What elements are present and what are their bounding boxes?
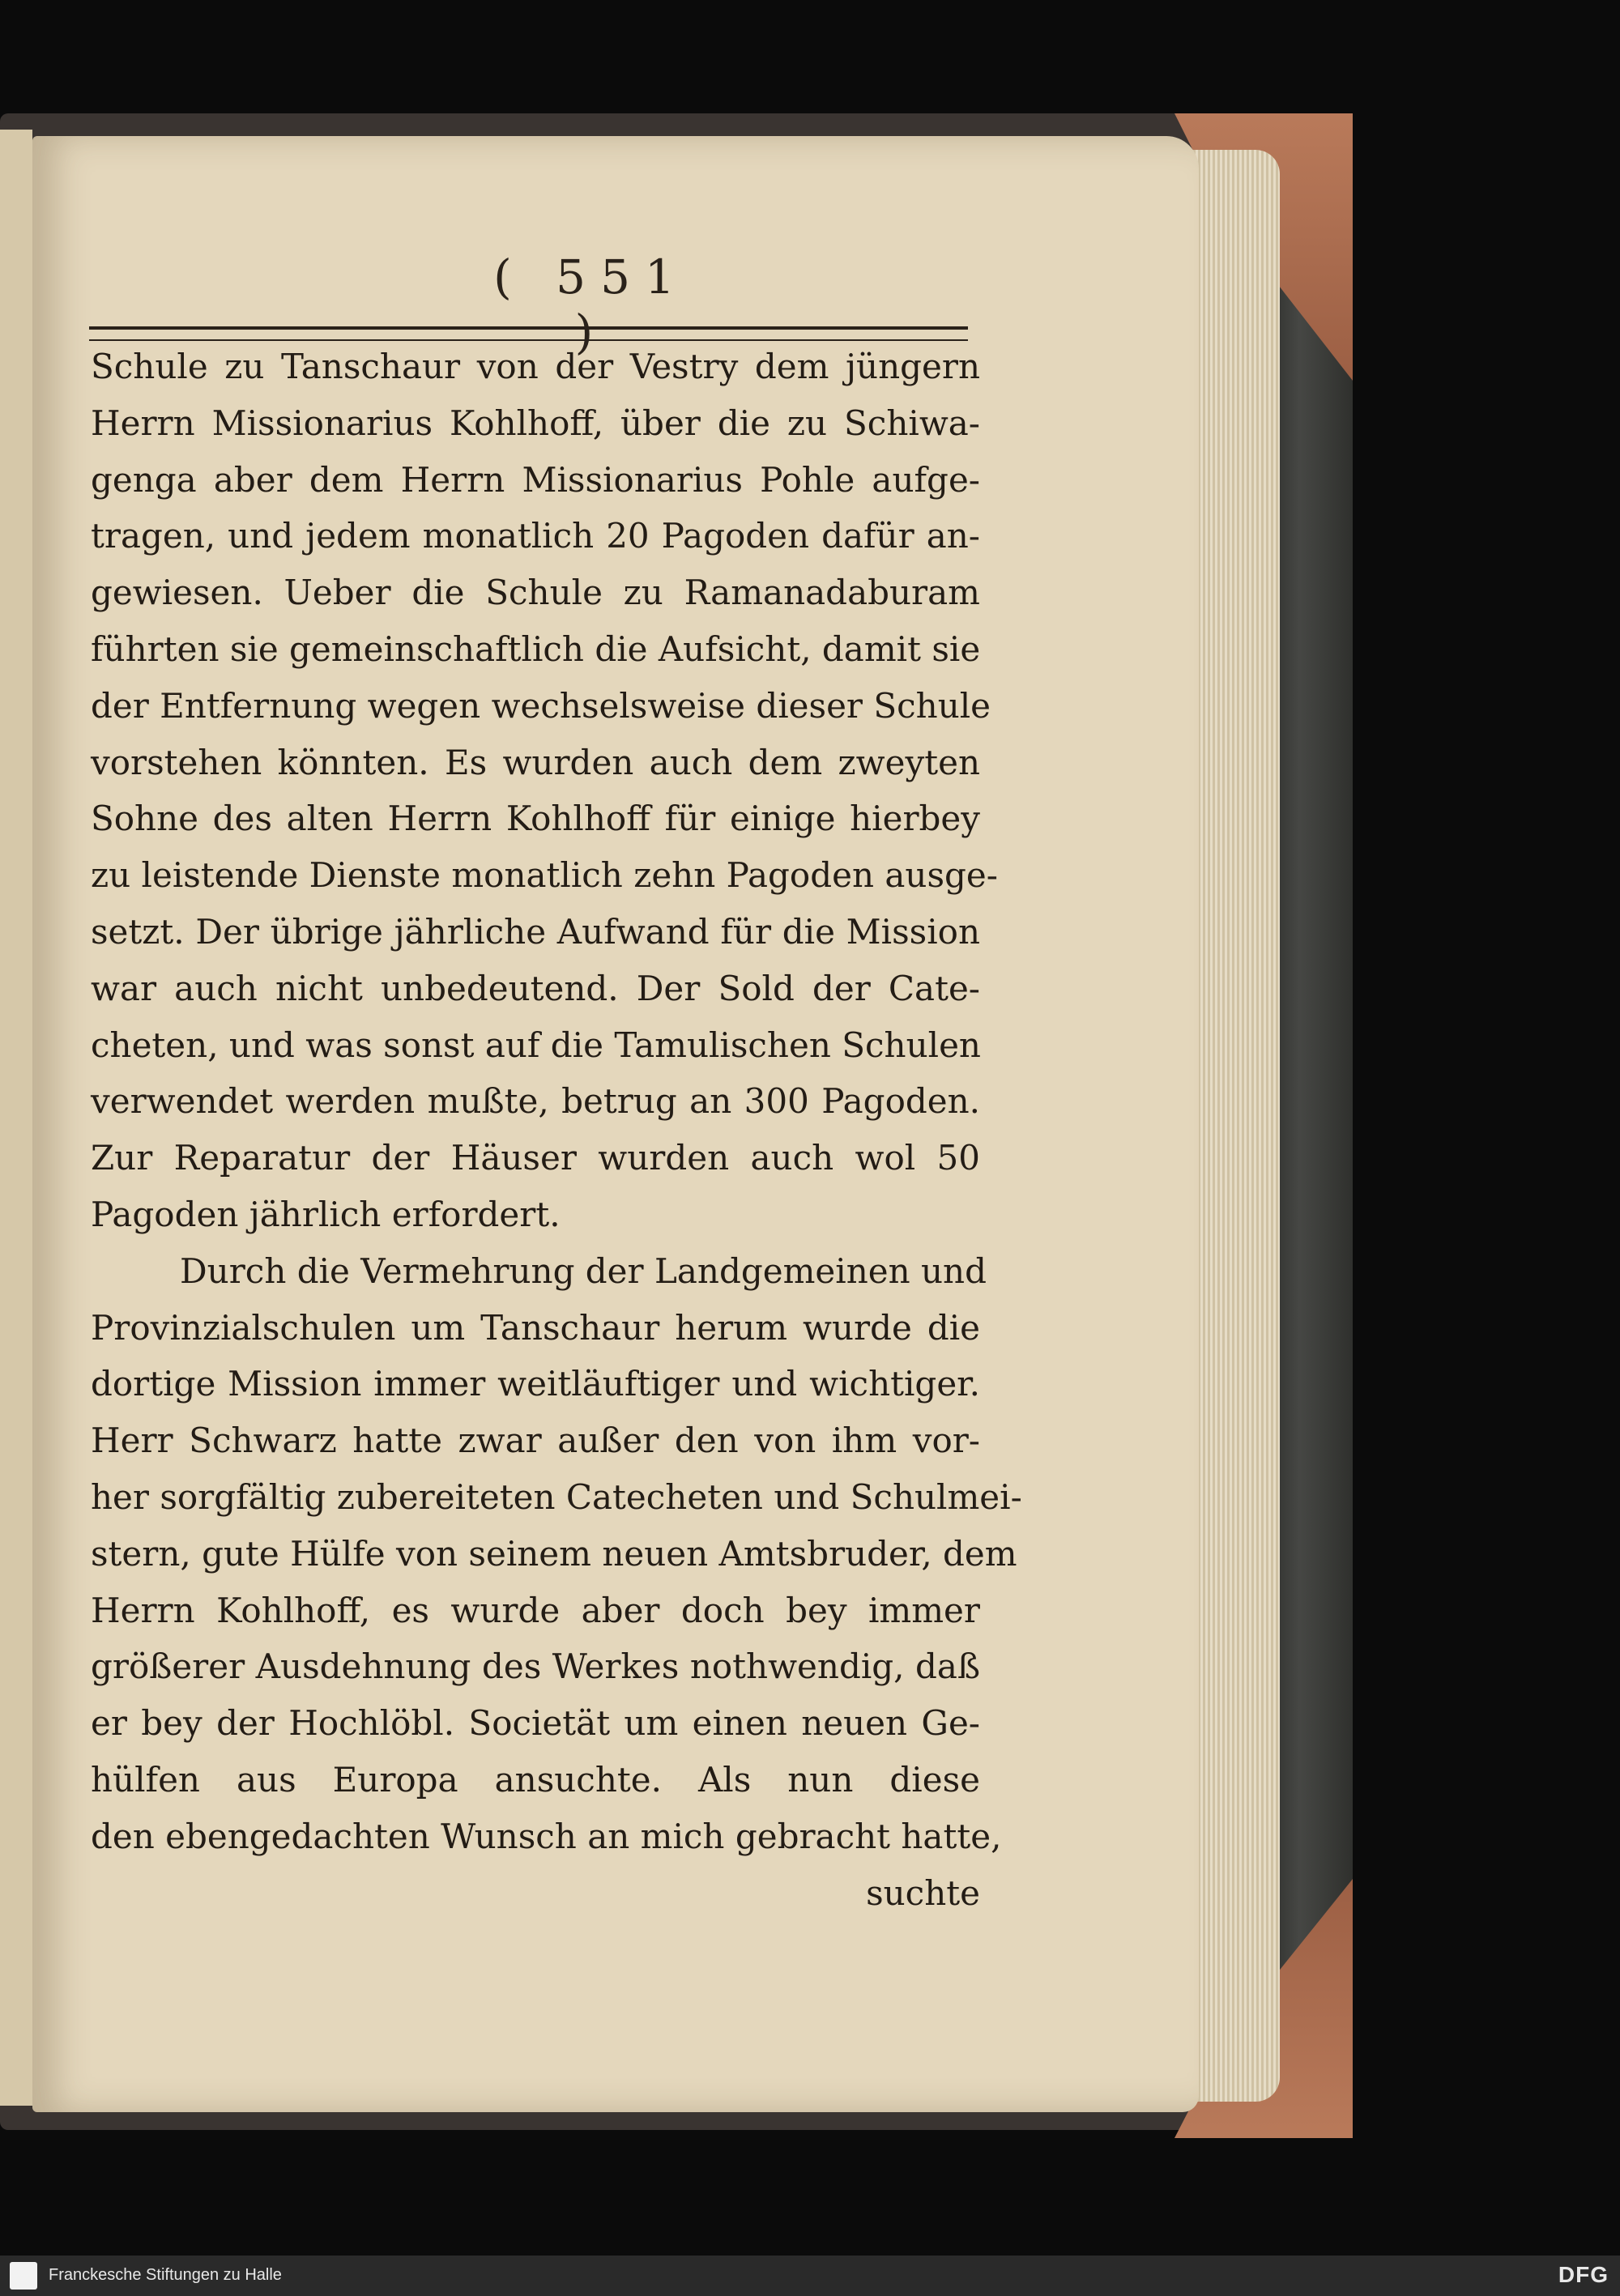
text-line: Provinzialschulen um Tanschaur herum wurde die	[91, 1307, 980, 1348]
text-line: verwendet werden mußte, betrug an 300 Pagoden.	[91, 1081, 980, 1122]
text-line: der Entfernung wegen wechselsweise dieser Schule	[91, 685, 991, 726]
text-line: größerer Ausdehnung des Werkes nothwendig, daß	[91, 1646, 980, 1687]
text-line: Herr Schwarz hatte zwar außer den von ihm vor-	[91, 1421, 980, 1461]
text-line: zu leistende Dienste monatlich zehn Pagoden ausge-	[91, 855, 998, 896]
text-line: Zur Reparatur der Häuser wurden auch wol 50	[91, 1138, 980, 1178]
facing-page-edge	[0, 130, 32, 2106]
text-line: führten sie gemeinschaftlich die Aufsicht, damit sie	[91, 628, 981, 669]
text-line: Pagoden jährlich erfordert.	[91, 1194, 561, 1234]
text-line: Durch die Vermehrung der Landgemeinen und	[180, 1250, 987, 1291]
page-text	[91, 339, 1022, 1921]
page-edges	[1191, 150, 1280, 2102]
institution-logo-icon	[10, 2262, 37, 2290]
text-line: hülfen aus Europa ansuchte. Als nun diese	[91, 1759, 980, 1800]
text-line: setzt. Der übrige jährliche Aufwand für die Mission	[91, 911, 980, 952]
text-line: Herrn Kohlhoff, es wurde aber doch bey immer	[91, 1590, 980, 1630]
dfg-badge: DFG	[1558, 2262, 1609, 2287]
text-line: Herrn Missionarius Kohlhoff, über die zu Schiwa-	[91, 403, 980, 443]
text-line: er bey der Hochlöbl. Societät um einen neuen Ge-	[91, 1703, 980, 1744]
text-line: genga aber dem Herrn Missionarius Pohle aufge-	[91, 459, 980, 500]
text-line: den ebengedachten Wunsch an mich gebracht hatte,	[91, 1816, 1002, 1856]
text-line: dortige Mission immer weitläuftiger und wichtiger.	[91, 1364, 980, 1404]
page-number-header: ( 551 )	[493, 249, 689, 360]
book-page	[32, 136, 1199, 2112]
catchword: suchte	[866, 1872, 980, 1913]
text-line: Sohne des alten Herrn Kohlhoff für einige hierbey	[91, 799, 980, 839]
text-line: tragen, und jedem monatlich 20 Pagoden dafür an-	[91, 516, 980, 556]
text-line: war auch nicht unbedeutend. Der Sold der Cate-	[91, 968, 980, 1008]
text-line: vorstehen könnten. Es wurden auch dem zweyten	[91, 742, 980, 782]
institution-name: Franckesche Stiftungen zu Halle	[49, 2266, 282, 2284]
text-line: Schule zu Tanschaur von der Vestry dem jüngern	[91, 347, 980, 386]
text-line: stern, gute Hülfe von seinem neuen Amtsbruder, dem	[91, 1533, 1017, 1574]
text-line: cheten, und was sonst auf die Tamulischen Schulen	[91, 1024, 981, 1065]
viewer-footer	[0, 2256, 1620, 2296]
text-line: gewiesen. Ueber die Schule zu Ramanadaburam	[91, 573, 980, 613]
text-line: her sorgfältig zubereiteten Catecheten und Schulmei-	[91, 1476, 1022, 1517]
